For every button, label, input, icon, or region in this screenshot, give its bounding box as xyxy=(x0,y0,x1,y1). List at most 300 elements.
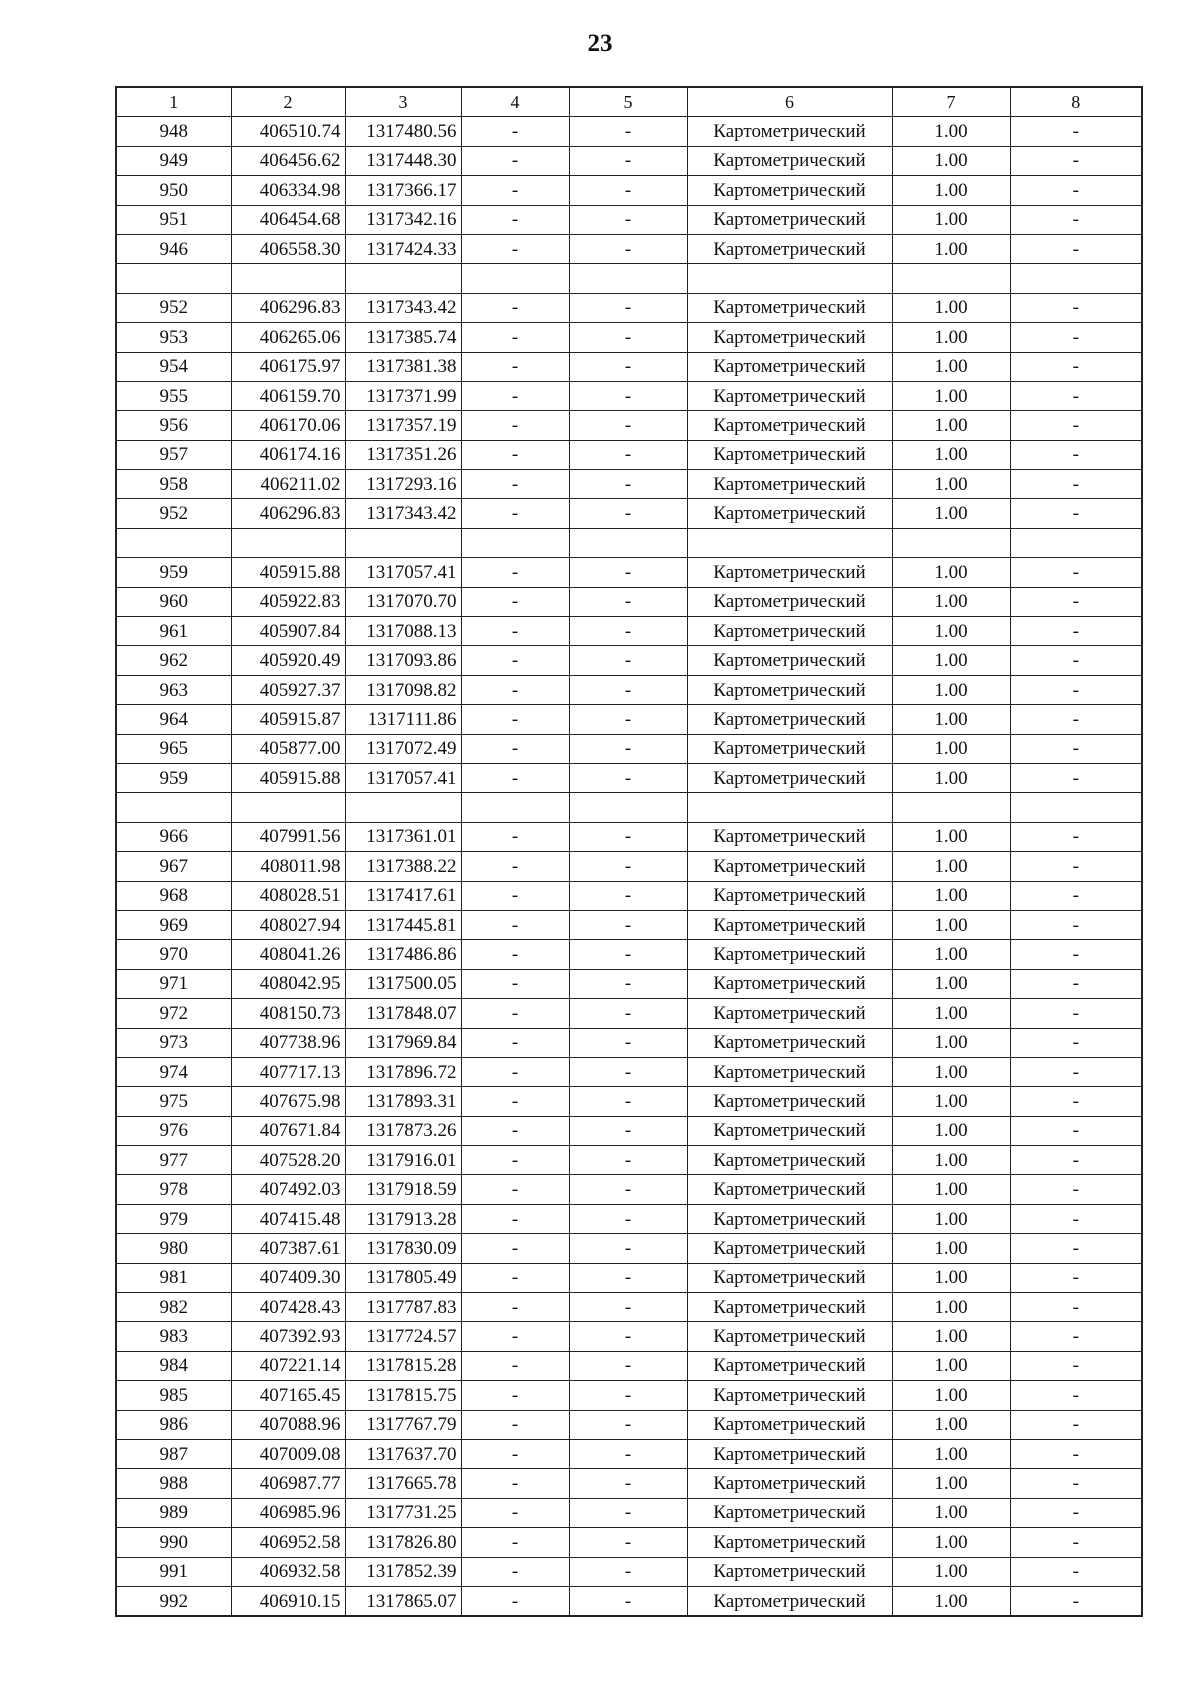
table-cell xyxy=(461,793,569,822)
table-cell: 1317637.70 xyxy=(345,1439,461,1468)
table-cell: 1317852.39 xyxy=(345,1557,461,1586)
table-cell: 1.00 xyxy=(892,1528,1010,1557)
table-cell: Картометрический xyxy=(687,1586,892,1616)
table-cell xyxy=(892,528,1010,557)
table-cell xyxy=(231,793,345,822)
table-cell: - xyxy=(1010,1057,1142,1086)
table-cell: Картометрический xyxy=(687,763,892,792)
table-cell: 1.00 xyxy=(892,1351,1010,1380)
table-cell: 1317057.41 xyxy=(345,558,461,587)
table-cell: 1317417.61 xyxy=(345,881,461,910)
table-cell: - xyxy=(461,1322,569,1351)
table-cell xyxy=(461,528,569,557)
table-cell: - xyxy=(1010,117,1142,146)
table-cell: 1317969.84 xyxy=(345,1028,461,1057)
table-cell: Картометрический xyxy=(687,1528,892,1557)
table-cell: 1317767.79 xyxy=(345,1410,461,1439)
table-cell: - xyxy=(1010,176,1142,205)
table-cell: 1317070.70 xyxy=(345,587,461,616)
table-cell: - xyxy=(1010,1234,1142,1263)
table-cell: 1317072.49 xyxy=(345,734,461,763)
separator-row xyxy=(116,528,1142,557)
table-cell: 1317916.01 xyxy=(345,1146,461,1175)
table-row xyxy=(116,1410,1142,1439)
table-cell: 407009.08 xyxy=(231,1439,345,1468)
table-cell: - xyxy=(569,1116,687,1145)
table-cell: 408028.51 xyxy=(231,881,345,910)
table-cell: 1317093.86 xyxy=(345,646,461,675)
table-cell: - xyxy=(1010,646,1142,675)
table-cell: - xyxy=(461,675,569,704)
table-cell: 960 xyxy=(116,587,231,616)
table-cell: 992 xyxy=(116,1586,231,1616)
table-cell: 970 xyxy=(116,940,231,969)
table-cell: 406175.97 xyxy=(231,352,345,381)
table-cell: - xyxy=(569,323,687,352)
table-cell: 1.00 xyxy=(892,1381,1010,1410)
table-cell xyxy=(231,264,345,293)
table-cell: - xyxy=(1010,910,1142,939)
table-cell: - xyxy=(569,1293,687,1322)
table-cell: 958 xyxy=(116,470,231,499)
table-cell: 984 xyxy=(116,1351,231,1380)
table-cell: Картометрический xyxy=(687,822,892,851)
table-cell: 1317448.30 xyxy=(345,146,461,175)
table-cell: 1.00 xyxy=(892,1175,1010,1204)
table-cell: - xyxy=(569,1234,687,1263)
table-row xyxy=(116,1381,1142,1410)
table-cell: 963 xyxy=(116,675,231,704)
table-cell: Картометрический xyxy=(687,146,892,175)
table-cell: 407528.20 xyxy=(231,1146,345,1175)
table-cell: 982 xyxy=(116,1293,231,1322)
table-row xyxy=(116,940,1142,969)
table-cell: Картометрический xyxy=(687,1557,892,1586)
table-cell: Картометрический xyxy=(687,1146,892,1175)
table-cell: 407221.14 xyxy=(231,1351,345,1380)
table-cell: - xyxy=(1010,1146,1142,1175)
table-cell: - xyxy=(461,381,569,410)
table-cell: - xyxy=(461,1116,569,1145)
table-cell: 1317361.01 xyxy=(345,822,461,851)
table-cell: - xyxy=(1010,852,1142,881)
table-row xyxy=(116,234,1142,263)
table-cell: 1.00 xyxy=(892,293,1010,322)
table-cell: Картометрический xyxy=(687,1381,892,1410)
table-cell: - xyxy=(569,587,687,616)
table-cell: - xyxy=(1010,293,1142,322)
table-cell: - xyxy=(461,1351,569,1380)
table-cell xyxy=(231,528,345,557)
table-cell: Картометрический xyxy=(687,940,892,969)
table-cell: - xyxy=(461,352,569,381)
table-cell: 964 xyxy=(116,705,231,734)
table-cell: 407088.96 xyxy=(231,1410,345,1439)
table-header-row xyxy=(116,87,1142,117)
table-cell: 967 xyxy=(116,852,231,881)
table-cell: - xyxy=(569,1557,687,1586)
table-cell: Картометрический xyxy=(687,999,892,1028)
table-cell: - xyxy=(1010,1351,1142,1380)
table-row xyxy=(116,1469,1142,1498)
table-cell: - xyxy=(569,734,687,763)
table-cell: 1.00 xyxy=(892,881,1010,910)
table-row xyxy=(116,499,1142,528)
table-cell: 1317388.22 xyxy=(345,852,461,881)
table-cell: 1.00 xyxy=(892,587,1010,616)
table-cell: - xyxy=(461,646,569,675)
column-header-2: 2 xyxy=(231,87,345,117)
table-cell xyxy=(569,793,687,822)
column-header-8: 8 xyxy=(1010,87,1142,117)
table-cell: - xyxy=(1010,1322,1142,1351)
table-cell: 1317351.26 xyxy=(345,440,461,469)
table-cell: Картометрический xyxy=(687,1410,892,1439)
table-cell: 1.00 xyxy=(892,323,1010,352)
table-cell: - xyxy=(1010,1381,1142,1410)
table-cell: 979 xyxy=(116,1204,231,1233)
table-cell: - xyxy=(1010,587,1142,616)
table-cell xyxy=(116,793,231,822)
table-cell xyxy=(345,528,461,557)
table-cell: 1.00 xyxy=(892,1322,1010,1351)
table-row xyxy=(116,381,1142,410)
table-cell: 1.00 xyxy=(892,1586,1010,1616)
table-cell: - xyxy=(461,910,569,939)
table-cell: 1317500.05 xyxy=(345,969,461,998)
table-cell: - xyxy=(1010,1410,1142,1439)
table-row xyxy=(116,969,1142,998)
table-cell: 1.00 xyxy=(892,352,1010,381)
table-cell: 1.00 xyxy=(892,146,1010,175)
table-cell: 407492.03 xyxy=(231,1175,345,1204)
table-cell: 1317342.16 xyxy=(345,205,461,234)
table-cell: 406174.16 xyxy=(231,440,345,469)
table-cell: 972 xyxy=(116,999,231,1028)
table-cell: 1.00 xyxy=(892,1087,1010,1116)
table-row xyxy=(116,646,1142,675)
table-cell: 1.00 xyxy=(892,1116,1010,1145)
table-cell: - xyxy=(461,176,569,205)
table-cell: 1317848.07 xyxy=(345,999,461,1028)
table-cell: 407387.61 xyxy=(231,1234,345,1263)
table-cell: 407671.84 xyxy=(231,1116,345,1145)
table-row xyxy=(116,323,1142,352)
table-row xyxy=(116,1557,1142,1586)
table-cell: - xyxy=(569,146,687,175)
table-cell: 974 xyxy=(116,1057,231,1086)
table-cell: 948 xyxy=(116,117,231,146)
table-cell: 405877.00 xyxy=(231,734,345,763)
table-cell: 959 xyxy=(116,558,231,587)
table-cell: 1317893.31 xyxy=(345,1087,461,1116)
table-cell: - xyxy=(461,470,569,499)
table-row xyxy=(116,734,1142,763)
table-row xyxy=(116,852,1142,881)
table-row xyxy=(116,1175,1142,1204)
table-cell: Картометрический xyxy=(687,705,892,734)
table-cell: 1317098.82 xyxy=(345,675,461,704)
table-cell: 406334.98 xyxy=(231,176,345,205)
table-cell: - xyxy=(1010,1175,1142,1204)
table-cell: 1317826.80 xyxy=(345,1528,461,1557)
table-cell: - xyxy=(569,822,687,851)
table-cell: - xyxy=(1010,381,1142,410)
table-cell: 405915.87 xyxy=(231,705,345,734)
table-cell: - xyxy=(1010,1116,1142,1145)
table-cell: - xyxy=(569,910,687,939)
table-cell: 1.00 xyxy=(892,734,1010,763)
table-cell: - xyxy=(1010,558,1142,587)
table-cell: 405922.83 xyxy=(231,587,345,616)
table-row xyxy=(116,1322,1142,1351)
table-cell: 949 xyxy=(116,146,231,175)
table-cell: 406910.15 xyxy=(231,1586,345,1616)
table-cell: - xyxy=(461,1028,569,1057)
table-cell: - xyxy=(1010,1028,1142,1057)
table-cell: 1.00 xyxy=(892,1557,1010,1586)
table-cell: Картометрический xyxy=(687,470,892,499)
table-cell: 955 xyxy=(116,381,231,410)
table-cell: 406510.74 xyxy=(231,117,345,146)
table-cell: - xyxy=(1010,411,1142,440)
table-cell: 1317830.09 xyxy=(345,1234,461,1263)
table-cell: - xyxy=(461,763,569,792)
table-cell: - xyxy=(569,1175,687,1204)
table-cell: - xyxy=(461,1087,569,1116)
table-cell: - xyxy=(461,617,569,646)
table-cell: Картометрический xyxy=(687,1028,892,1057)
table-cell: Картометрический xyxy=(687,381,892,410)
table-cell: 407717.13 xyxy=(231,1057,345,1086)
table-cell: 1317486.86 xyxy=(345,940,461,969)
table-cell: 406985.96 xyxy=(231,1498,345,1527)
table-cell: - xyxy=(1010,705,1142,734)
table-row xyxy=(116,1234,1142,1263)
table-cell: 1.00 xyxy=(892,1028,1010,1057)
table-cell: - xyxy=(569,117,687,146)
table-cell: 1.00 xyxy=(892,940,1010,969)
table-row xyxy=(116,1116,1142,1145)
table-cell: - xyxy=(1010,675,1142,704)
table-cell: 1317088.13 xyxy=(345,617,461,646)
table-cell: - xyxy=(569,440,687,469)
table-cell: - xyxy=(461,1498,569,1527)
table-cell: - xyxy=(569,881,687,910)
table-cell: - xyxy=(461,1410,569,1439)
table-cell: - xyxy=(569,176,687,205)
table-cell: 983 xyxy=(116,1322,231,1351)
table-cell: 1317445.81 xyxy=(345,910,461,939)
table-cell: - xyxy=(1010,1204,1142,1233)
table-cell: - xyxy=(461,234,569,263)
table-cell: 950 xyxy=(116,176,231,205)
table-cell: 965 xyxy=(116,734,231,763)
table-cell: 956 xyxy=(116,411,231,440)
table-row xyxy=(116,910,1142,939)
table-row xyxy=(116,1146,1142,1175)
table-cell: 408027.94 xyxy=(231,910,345,939)
table-cell: - xyxy=(1010,470,1142,499)
table-cell: - xyxy=(1010,822,1142,851)
table-row xyxy=(116,1586,1142,1616)
table-cell: 406558.30 xyxy=(231,234,345,263)
table-cell: - xyxy=(461,1439,569,1468)
table-row xyxy=(116,1528,1142,1557)
table-cell: 1.00 xyxy=(892,910,1010,939)
table-row xyxy=(116,1351,1142,1380)
table-cell: - xyxy=(569,352,687,381)
table-cell: - xyxy=(569,999,687,1028)
table-cell: Картометрический xyxy=(687,293,892,322)
table-cell: 986 xyxy=(116,1410,231,1439)
separator-row xyxy=(116,264,1142,293)
table-cell: 1.00 xyxy=(892,558,1010,587)
table-cell: - xyxy=(569,852,687,881)
table-cell: 1.00 xyxy=(892,617,1010,646)
table-cell: 987 xyxy=(116,1439,231,1468)
table-cell: 406987.77 xyxy=(231,1469,345,1498)
table-row xyxy=(116,617,1142,646)
table-cell: Картометрический xyxy=(687,1293,892,1322)
table-cell: - xyxy=(1010,234,1142,263)
table-cell: - xyxy=(461,1263,569,1292)
table-cell: - xyxy=(461,411,569,440)
table-cell: - xyxy=(1010,881,1142,910)
table-cell: - xyxy=(461,1469,569,1498)
table-cell: Картометрический xyxy=(687,734,892,763)
table-cell: - xyxy=(1010,763,1142,792)
table-cell: - xyxy=(569,646,687,675)
table-row xyxy=(116,705,1142,734)
table-cell xyxy=(1010,793,1142,822)
table-cell: 405927.37 xyxy=(231,675,345,704)
table-cell: - xyxy=(569,411,687,440)
table-cell: 1317873.26 xyxy=(345,1116,461,1145)
table-cell: 988 xyxy=(116,1469,231,1498)
table-cell: - xyxy=(569,705,687,734)
table-cell: Картометрический xyxy=(687,852,892,881)
table-cell: 1317057.41 xyxy=(345,763,461,792)
table-cell: Картометрический xyxy=(687,499,892,528)
table-cell: 1.00 xyxy=(892,646,1010,675)
table-cell: 405915.88 xyxy=(231,763,345,792)
table-cell: - xyxy=(1010,1293,1142,1322)
table-row xyxy=(116,1439,1142,1468)
table-cell: - xyxy=(461,440,569,469)
table-cell: 946 xyxy=(116,234,231,263)
table-cell: 991 xyxy=(116,1557,231,1586)
table-cell: 1.00 xyxy=(892,470,1010,499)
table-cell xyxy=(687,528,892,557)
table-row xyxy=(116,587,1142,616)
table-row xyxy=(116,352,1142,381)
table-cell: 406265.06 xyxy=(231,323,345,352)
table-cell: Картометрический xyxy=(687,1263,892,1292)
table-cell: 1317293.16 xyxy=(345,470,461,499)
table-cell: 407428.43 xyxy=(231,1293,345,1322)
column-header-6: 6 xyxy=(687,87,892,117)
table-cell: - xyxy=(569,1322,687,1351)
table-cell: Картометрический xyxy=(687,117,892,146)
table-cell xyxy=(345,264,461,293)
table-cell: 406454.68 xyxy=(231,205,345,234)
table-cell: - xyxy=(461,969,569,998)
table-cell: 1317896.72 xyxy=(345,1057,461,1086)
table-cell: 953 xyxy=(116,323,231,352)
table-cell xyxy=(461,264,569,293)
table-row xyxy=(116,1028,1142,1057)
table-cell: - xyxy=(569,1410,687,1439)
table-cell: Картометрический xyxy=(687,1234,892,1263)
table-row xyxy=(116,822,1142,851)
table-cell: 408011.98 xyxy=(231,852,345,881)
table-cell: 1.00 xyxy=(892,822,1010,851)
table-cell: Картометрический xyxy=(687,1204,892,1233)
table-cell: 959 xyxy=(116,763,231,792)
table-cell: Картометрический xyxy=(687,969,892,998)
table-cell: Картометрический xyxy=(687,1498,892,1527)
table-cell: - xyxy=(569,1469,687,1498)
table-cell: - xyxy=(569,293,687,322)
table-cell: 980 xyxy=(116,1234,231,1263)
table-cell: 407409.30 xyxy=(231,1263,345,1292)
table-cell: 407415.48 xyxy=(231,1204,345,1233)
table-cell: - xyxy=(461,499,569,528)
table-cell: - xyxy=(569,499,687,528)
table-cell: 985 xyxy=(116,1381,231,1410)
table-row xyxy=(116,881,1142,910)
table-cell: 1317865.07 xyxy=(345,1586,461,1616)
table-cell: 1317665.78 xyxy=(345,1469,461,1498)
table-cell: 1317381.38 xyxy=(345,352,461,381)
table-cell: - xyxy=(461,852,569,881)
table-cell: 957 xyxy=(116,440,231,469)
table-row xyxy=(116,1263,1142,1292)
table-cell: - xyxy=(569,1351,687,1380)
table-cell: 1.00 xyxy=(892,1146,1010,1175)
table-cell: - xyxy=(569,1146,687,1175)
table-row xyxy=(116,1498,1142,1527)
table-cell: - xyxy=(569,205,687,234)
table-cell: 1317343.42 xyxy=(345,499,461,528)
table-cell: Картометрический xyxy=(687,558,892,587)
table-cell: 1317343.42 xyxy=(345,293,461,322)
table-cell: 406932.58 xyxy=(231,1557,345,1586)
table-cell: - xyxy=(1010,1498,1142,1527)
table-cell: 962 xyxy=(116,646,231,675)
table-cell: Картометрический xyxy=(687,1351,892,1380)
table-cell: 978 xyxy=(116,1175,231,1204)
table-cell: 951 xyxy=(116,205,231,234)
table-cell: Картометрический xyxy=(687,352,892,381)
table-cell: 1317805.49 xyxy=(345,1263,461,1292)
column-header-1: 1 xyxy=(116,87,231,117)
table-cell: - xyxy=(1010,999,1142,1028)
table-cell: - xyxy=(569,1263,687,1292)
table-cell: - xyxy=(569,940,687,969)
table-cell: Картометрический xyxy=(687,411,892,440)
table-cell: 406211.02 xyxy=(231,470,345,499)
table-cell: - xyxy=(569,558,687,587)
table-row xyxy=(116,470,1142,499)
table-cell: - xyxy=(1010,146,1142,175)
table-cell: Картометрический xyxy=(687,176,892,205)
table-cell: 1.00 xyxy=(892,1439,1010,1468)
table-cell: - xyxy=(1010,1087,1142,1116)
table-cell: 1317111.86 xyxy=(345,705,461,734)
table-cell: Картометрический xyxy=(687,1087,892,1116)
